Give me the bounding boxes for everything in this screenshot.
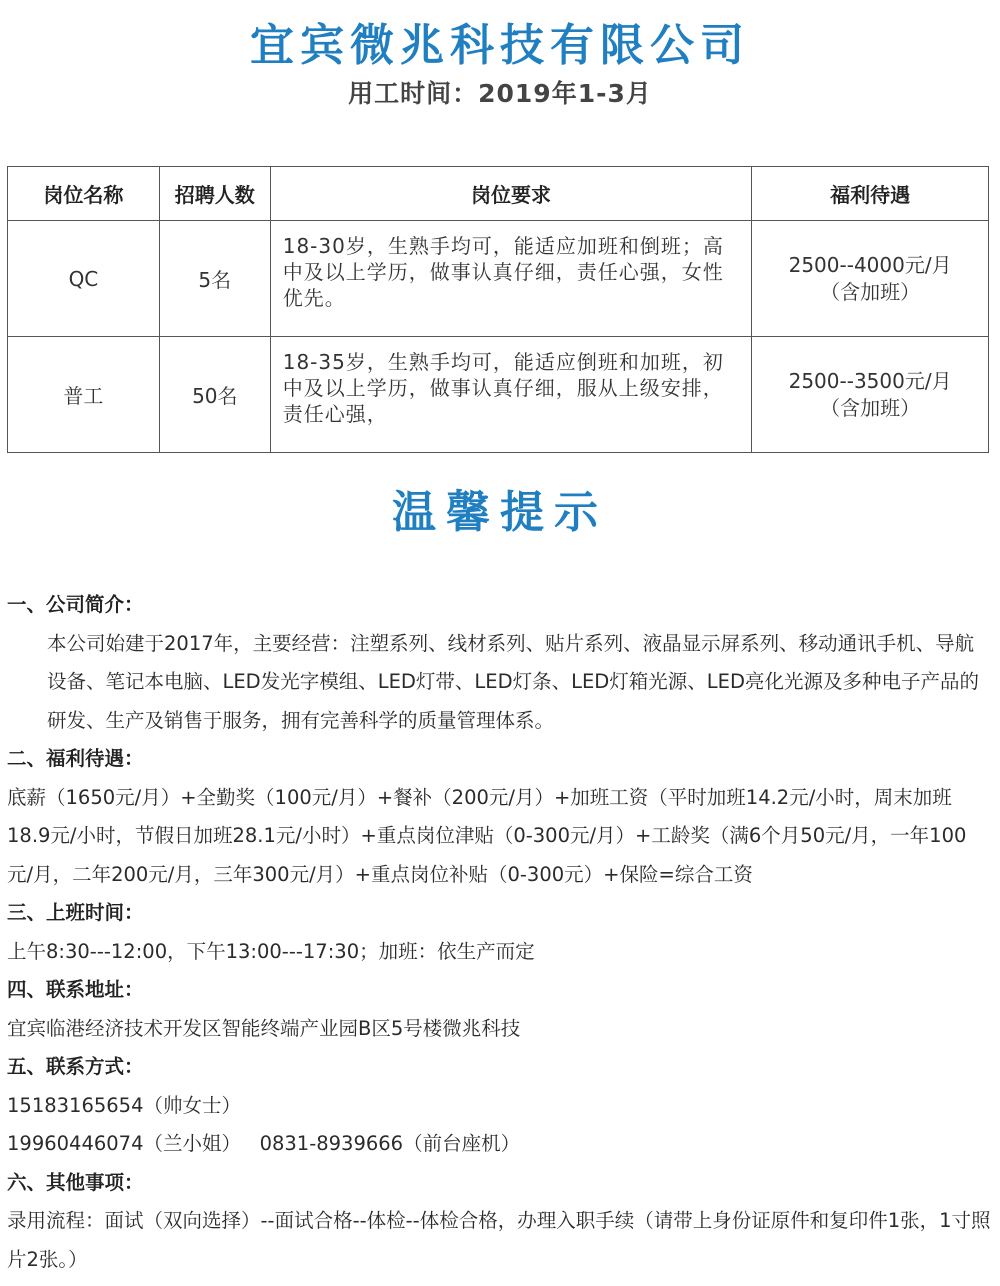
position-cell: QC [8,221,160,337]
count-cell: 50名 [159,337,270,453]
table-row [8,221,989,337]
benefits-detail: 底薪（1650元/月）+全勤奖（100元/月）+餐补（200元/月）+加班工资（平时加班14.2元/小时，周末加班18.9元/小时，节假日加班28.1元/小时）+重点岗位津贴（0-300元/月）+工龄奖（满6个月50元/月，一年100元/月，二年200元/月，三年300元/月）+重点岗位补贴（0-300元）+保险=综合工资 [7,785,967,886]
table-row [8,337,989,453]
requirements-cell: 18-30岁，生熟手均可，能适应加班和倒班；高中及以上学历，做事认真仔细，责任心强，女性优先。 [270,221,751,337]
salary-range: 2500--3500元/月 [788,368,952,393]
salary-note: （含加班） [820,395,921,420]
salary-cell [752,221,989,337]
salary-note: （含加班） [820,279,921,304]
tips-body [7,586,991,1279]
employment-period: 用工时间：2019年1-3月 [348,79,652,108]
company-title: 宜宾微兆科技有限公司 [250,20,750,71]
salary-cell [752,337,989,453]
header-count: 招聘人数 [159,167,270,221]
section-heading-benefits: 二、福利待遇： [7,747,144,770]
hiring-process: 录用流程：面试（双向选择）--面试合格--体检--体检合格，办理入职手续（请带上身份证原件和复印件1张，1寸照片2张。） [7,1209,991,1271]
section-heading-company: 一、公司简介： [7,593,144,616]
tips-title: 温馨提示 [392,487,608,538]
position-cell: 普工 [8,337,160,453]
section-heading-contact: 五、联系方式： [7,1055,144,1078]
section-heading-address: 四、联系地址： [7,978,144,1001]
header-benefits: 福利待遇 [752,167,989,221]
header-requirements: 岗位要求 [270,167,751,221]
contact-phone-2: 19960446074（兰小姐） 0831-8939666（前台座机） [7,1132,521,1155]
section-heading-hours: 三、上班时间： [7,901,144,924]
salary-range: 2500--4000元/月 [788,252,952,277]
jobs-table [7,166,989,453]
company-intro: 本公司始建于2017年，主要经营：注塑系列、线材系列、贴片系列、液晶显示屏系列、移动通讯手机、导航设备、笔记本电脑、LED发光字模组、LED灯带、LED灯条、LED灯箱光源、LED亮化光源及多种电子产品的研发、生产及销售于服务，拥有完善科学的质量管理体系。 [47,631,980,732]
work-hours: 上午8:30---12:00，下午13:00---17:30；加班：依生产而定 [7,939,535,963]
section-heading-other: 六、其他事项： [7,1170,144,1194]
table-header-row [8,167,989,221]
count-cell: 5名 [159,221,270,337]
requirements-cell: 18-35岁，生熟手均可，能适应倒班和加班，初中及以上学历，做事认真仔细，服从上级安排，责任心强， [270,337,751,453]
contact-address: 宜宾临港经济技术开发区智能终端产业园B区5号楼微兆科技 [7,1016,521,1040]
header-position: 岗位名称 [8,167,160,221]
contact-phone-1: 15183165654（帅女士） [7,1093,241,1117]
